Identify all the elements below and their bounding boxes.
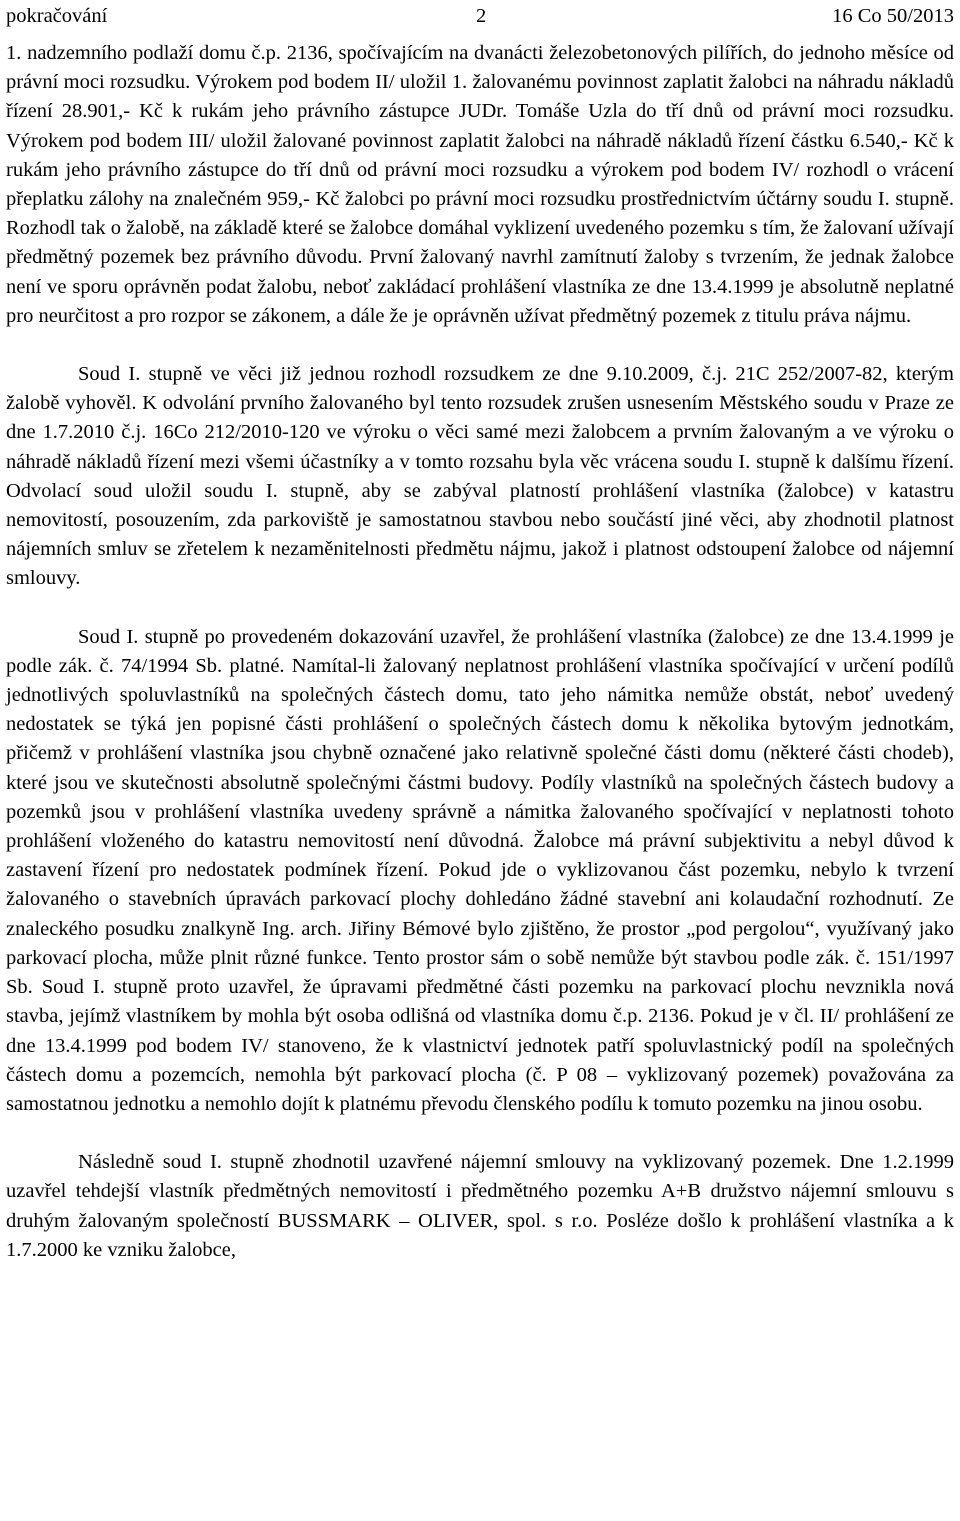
header-continuation-label: pokračování <box>6 5 108 27</box>
paragraph-4: Následně soud I. stupně zhodnotil uzavřené nájemní smlouvy na vyklizovaný pozemek. Dne 1.2.1999 uzavřel tehdejší vlastník předmětných nemovitostí i předmětného pozemku A+B družstvo nájemní smlouvu s druhým žalovaným společností BUSSMARK – OLIVER, spol. s r.o. Posléze došlo k prohlášení vlastníka a k 1.7.2000 ke vzniku žalobce, <box>6 1151 954 1261</box>
paragraph-1: 1. nadzemního podlaží domu č.p. 2136, spočívajícím na dvanácti železobetonových pilířích, do jednoho měsíce od právní moci rozsudku. Výrokem pod bodem II/ uložil 1. žalovanému povinnost zaplatit žalobci na náhradu nákladů řízení 28.901,- Kč k rukám jeho právního zástupce JUDr. Tomáše Uzla do tří dnů od právní moci rozsudku. Výrokem pod bodem III/ uložil žalované povinnost zaplatit žalobci na náhradě nákladů řízení částku 6.540,- Kč k rukám jeho právního zástupce do tří dnů od právní moci rozsudku a výrokem pod bodem IV/ rozhodl o vrácení přeplatku zálohy na znalečném 959,- Kč žalobci po právní moci rozsudku prostřednictvím účtárny soudu I. stupně. Rozhodl tak o žalobě, na základě které se žalobce domáhal vyklizení uvedeného pozemku s tím, že žalovaní užívají předmětný pozemek bez právního důvodu. První žalovaný navrhl zamítnutí žaloby s tvrzením, že jednak žalobce není ve sporu oprávněn podat žalobu, neboť zakládací prohlášení vlastníka ze dne 13.4.1999 je absolutně neplatné pro neurčitost a pro rozpor se zákonem, a dále že je oprávněn užívat předmětný pozemek z titulu práva nájmu. <box>6 42 954 327</box>
header-page-number: 2 <box>476 5 487 27</box>
document-body <box>6 39 954 1265</box>
paragraph-3: Soud I. stupně po provedeném dokazování uzavřel, že prohlášení vlastníka (žalobce) ze dne 13.4.1999 je podle zák. č. 74/1994 Sb. platné. Namítal-li žalovaný neplatnost prohlášení vlastníka spočívající v určení podílů jednotlivých spoluvlastníků na společných částech domu, tato jeho námitka nemůže obstát, neboť uvedený nedostatek se týká jen popisné části prohlášení o společných částech domu k několika bytovým jednotkám, přičemž v prohlášení vlastníka jsou chybně označené jako relativně společné části domu (některé části chodeb), které jsou ve skutečnosti absolutně společnými částmi budovy. Podíly vlastníků na společných částech budovy a pozemků jsou v prohlášení vlastníka uvedeny správně a námitka žalovaného spočívající v neplatnosti tohoto prohlášení vloženého do katastru nemovitostí není důvodná. Žalobce má právní subjektivitu a nebyl důvod k zastavení řízení pro nedostatek podmínek řízení. Pokud jde o vyklizovanou část pozemku, nebylo k tvrzení žalovaného o stavebních úpravách parkovací plochy dohledáno žádné stavební ani kolaudační rozhodnutí. Ze znaleckého posudku znalkyně Ing. arch. Jiřiny Bémové bylo zjištěno, že prostor „pod pergolou“, využívaný jako parkovací plocha, může plnit různé funkce. Tento prostor sám o sobě nemůže být stavbou podle zák. č. 151/1997 Sb. Soud I. stupně proto uzavřel, že úpravami předmětné části pozemku na parkovací plochu nevznikla nová stavba, jejímž vlastníkem by mohla být osoba odlišná od vlastníka domu č.p. 2136. Pokud je v čl. II/ prohlášení ze dne 13.4.1999 pod bodem IV/ stanoveno, že k vlastnictví jednotek patří spoluvlastnický podíl na společných částech domu a pozemcích, nemohla být parkovací plocha (č. P 08 – vyklizovaný pozemek) považována za samostatnou jednotku a nemohlo dojít k platnému převodu členského podílu k tomuto pozemku na jinou osobu. <box>6 625 954 1115</box>
page-header <box>6 2 954 30</box>
header-case-number: 16 Co 50/2013 <box>832 5 954 27</box>
paragraph-2: Soud I. stupně ve věci již jednou rozhodl rozsudkem ze dne 9.10.2009, č.j. 21C 252/2007-82, kterým žalobě vyhověl. K odvolání prvního žalovaného byl tento rozsudek zrušen usnesením Městského soudu v Praze ze dne 1.7.2010 č.j. 16Co 212/2010-120 ve výroku o věci samé mezi žalobcem a prvním žalovaným a ve výroku o náhradě nákladů řízení mezi všemi účastníky a v tomto rozsahu byla věc vrácena soudu I. stupně k dalšímu řízení. Odvolací soud uložil soudu I. stupně, aby se zabýval platností prohlášení vlastníka (žalobce) v katastru nemovitostí, posouzením, zda parkoviště je samostatnou stavbou nebo součástí jiné věci, aby zhodnotil platnost nájemních smluv se zřetelem k nezaměnitelnosti předmětu nájmu, jakož i platnost odstoupení žalobce od nájemní smlouvy. <box>6 363 954 590</box>
